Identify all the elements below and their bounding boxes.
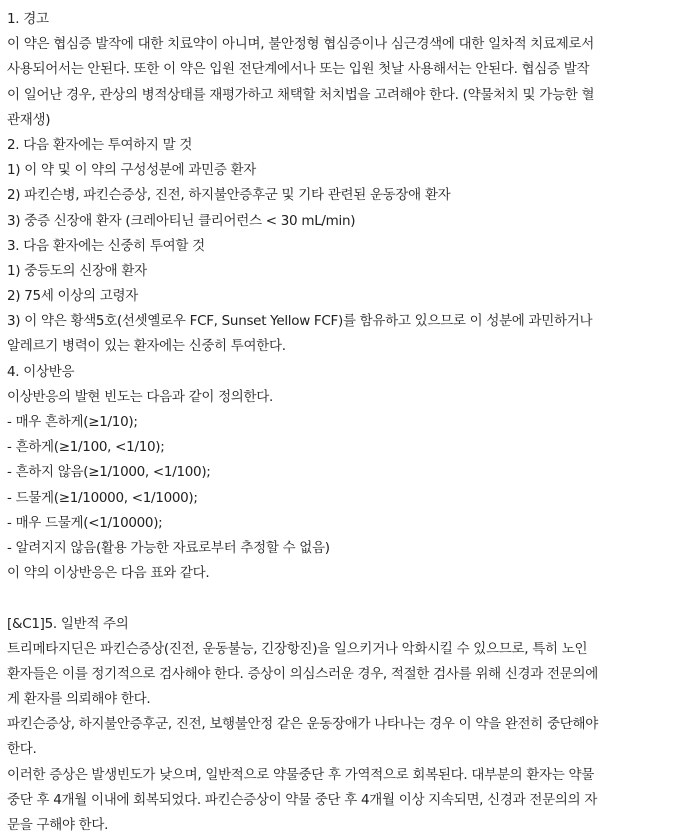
section-heading: 1. 경고: [7, 11, 49, 27]
list-item: 1) 중등도의 신장애 환자: [7, 262, 147, 279]
section-heading: 2. 다음 환자에는 투여하지 말 것: [7, 136, 193, 153]
frequency-item: - 알려지지 않음(활용 가능한 자료로부터 추정할 수 없음): [7, 539, 330, 556]
paragraph-line: 파킨슨증상, 하지불안증후군, 진전, 보행불안정 같은 운동장애가 나타나는 경우 이 약을 완전히 중단해야: [7, 716, 598, 733]
paragraph-line: 이상반응의 발현 빈도는 다음과 같이 정의한다.: [7, 388, 274, 405]
paragraph-line: 이 일어난 경우, 관상의 병적상태를 재평가하고 채택할 처치법을 고려해야 한다. (약물처치 및 가능한 혈: [7, 86, 595, 103]
list-item: 3) 중증 신장애 환자 (크레아티닌 클리어런스 < 30 mL/min): [7, 212, 356, 229]
paragraph-line: 게 환자를 의뢰해야 한다.: [7, 691, 151, 708]
list-item: 2) 파킨슨병, 파킨슨증상, 진전, 하지불안증후군 및 기타 관련된 운동장애 환자: [7, 187, 451, 204]
blank-line: [7, 586, 673, 611]
paragraph-line: 사용되어서는 안된다. 또한 이 약은 입원 전단계에서나 또는 입원 첫날 사용해서는 안된다. 협심증 발작: [7, 61, 590, 78]
paragraph-line: 이 약의 이상반응은 다음 표와 같다.: [7, 565, 210, 582]
frequency-item: - 흔하게(≥1/100, <1/10);: [7, 439, 165, 456]
paragraph-line: 한다.: [7, 741, 37, 758]
document-body: [7, 7, 673, 838]
paragraph-line: 이 약은 협심증 발작에 대한 치료약이 아니며, 불안정형 협심증이나 심근경색에 대한 일차적 치료제로서: [7, 36, 595, 53]
paragraph-line: 트리메타지딘은 파킨슨증상(진전, 운동불능, 긴장항진)을 일으키거나 악화시킬 수 있으므로, 특히 노인: [7, 640, 588, 657]
paragraph-line: 알레르기 병력이 있는 환자에는 신중히 투여한다.: [7, 338, 286, 355]
paragraph-line: 관재생): [7, 111, 51, 128]
list-item: 2) 75세 이상의 고령자: [7, 288, 138, 305]
paragraph-line: 이러한 증상은 발생빈도가 낮으며, 일반적으로 약물중단 후 가역적으로 회복된다. 대부분의 환자는 약물: [7, 766, 595, 783]
frequency-item: - 흔하지 않음(≥1/1000, <1/100);: [7, 464, 211, 481]
section-heading: [&C1]5. 일반적 주의: [7, 615, 129, 632]
section-heading: 3. 다음 환자에는 신중히 투여할 것: [7, 237, 205, 254]
frequency-item: - 매우 흔하게(≥1/10);: [7, 414, 138, 430]
paragraph-line: 환자들은 이를 정기적으로 검사해야 한다. 증상이 의심스러운 경우, 적절한 검사를 위해 신경과 전문의에: [7, 665, 598, 682]
frequency-item: - 드물게(≥1/10000, <1/1000);: [7, 489, 198, 506]
list-item: 3) 이 약은 황색5호(선셋옐로우 FCF, Sunset Yellow FCF)를 함유하고 있으므로 이 성분에 과민하거나: [7, 313, 593, 330]
paragraph-line: 중단 후 4개월 이내에 회복되었다. 파킨슨증상이 약물 중단 후 4개월 이상 지속되면, 신경과 전문의의 자: [7, 791, 598, 808]
paragraph-line: 문을 구해야 한다.: [7, 817, 109, 833]
list-item: 1) 이 약 및 이 약의 구성성분에 과민증 환자: [7, 162, 257, 179]
frequency-item: - 매우 드물게(<1/10000);: [7, 514, 163, 531]
section-heading: 4. 이상반응: [7, 363, 75, 380]
